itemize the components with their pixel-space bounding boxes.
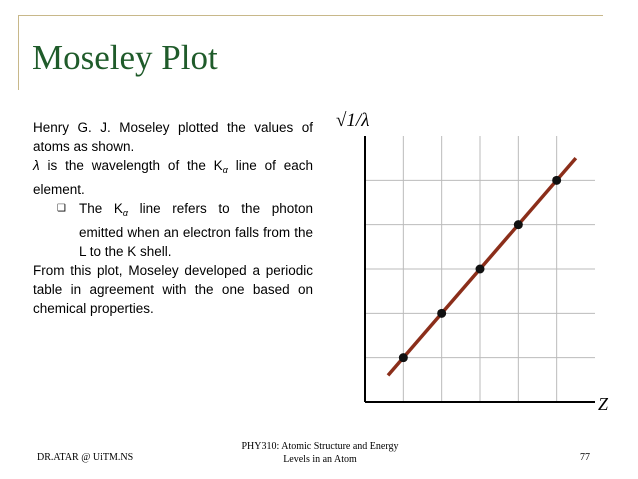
frame-left-line [18,15,19,90]
slide-title: Moseley Plot [32,38,218,77]
bullet-alpha-subscript: α [122,208,129,218]
data-point [476,265,485,274]
footer-author: DR.ATAR @ UiTM.NS [37,452,134,463]
y-axis-label: √1/λ [336,110,370,131]
k-alpha-subscript: α [222,165,228,175]
data-point [437,309,446,318]
paragraph-conclusion: From this plot, Moseley developed a periodic table in agreement with the one based on chemical properties. [33,263,313,316]
bullet-text-2: line refers to the photon emitted when an electron falls from the L to the K shell. [79,201,313,259]
page-number: 77 [580,452,590,463]
frame-top-line [18,15,603,16]
footer-course [220,440,420,466]
footer-course-line2: Levels in an Atom [283,454,357,465]
data-point [514,220,523,229]
bullet-text-1: The K [79,201,123,216]
paragraph-intro: Henry G. J. Moseley plotted the values of atoms as shown. [33,120,313,154]
data-point [552,176,561,185]
x-axis-label: Z [598,394,609,414]
footer-course-line1: PHY310: Atomic Structure and Energy [241,441,399,452]
wavelength-text-2: line of each element. [33,158,313,197]
wavelength-text-1: is the wavelength of the K [39,158,223,173]
moseley-chart [330,100,620,420]
data-point [399,353,408,362]
lambda-symbol: λ [33,158,40,173]
square-bullet-icon: ❑ [57,203,66,214]
slide-body [33,118,313,318]
bullet-k-alpha [57,199,313,261]
paragraph-wavelength [33,156,313,199]
